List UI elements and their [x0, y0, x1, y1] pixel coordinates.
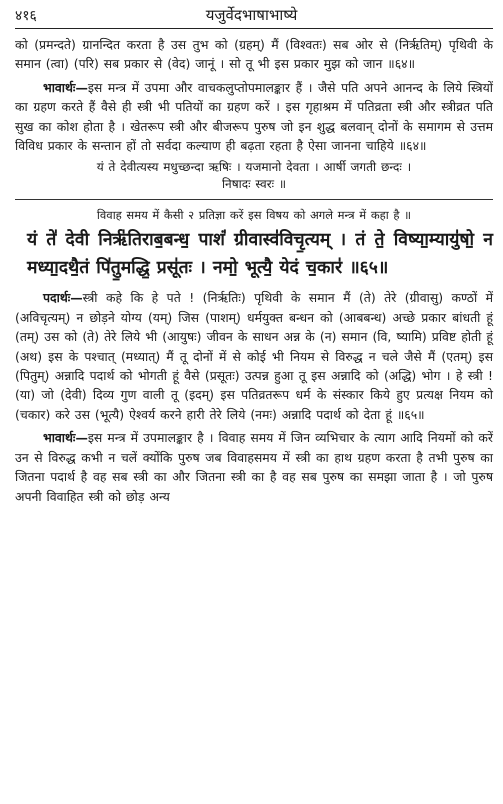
meta-line-1: यं ते देवीत्यस्य मधुच्छन्दा ऋषिः । यजमानो देवता । आर्षी जगती छन्दः ।: [96, 160, 412, 175]
bhavartha-text-1: इस मन्त्र में उपमा और वाचकलुप्तोपमालङ्कार हैं । जैसे पति अपने आनन्द के लिये स्त्रियों का ग्रहण करते हैं वैसे ही स्त्री भी पतियों का ग्रहण करें । इस गृहाश्रम में पतिव्रता स्त्री और स्त्रीव्रत पति सुख का कोश होता है । खेतरूप स्त्री और बीजरूप पुरुष जो इन शुद्ध बलवान् दोनों के समागम से उत्तम विविध प्रकार के सन्तान हों तो सर्वदा कल्याण ही बढ़ता रहता है ऐसा जानना चाहिये ॥६४॥: [15, 79, 493, 154]
running-title: यजुर्वेदभाषाभाष्ये: [205, 6, 298, 24]
topic-line: विवाह समय में कैसी २ प्रतिज्ञा करें इस विषय को अगले मन्त्र में कहा है ॥: [96, 208, 412, 223]
page-header: [15, 0, 493, 29]
bhavartha-label-1: भावार्थः—: [43, 79, 88, 95]
continuation-paragraph: को (प्रमन्दते) ग्रानन्दित करता है उस तुभ को (ग्रहम्) मैं (विश्वतः) सब ओर से (निर्ऋतिम्) पृथिवी के समान (त्वा) (परि) सब प्रकार से (वेद) जानूं । सो तू भी इस प्रकार मुझ को जान ॥६४॥: [15, 37, 493, 72]
bhavartha-label-2: भावार्थः—: [43, 430, 88, 446]
meta-line-2: निषादः स्वरः ॥: [221, 177, 287, 192]
bhavartha-paragraph-1: [15, 78, 493, 156]
padartha-label: पदार्थः—: [43, 290, 83, 306]
padartha-paragraph: [15, 288, 493, 424]
bhavartha-text-2: इस मन्त्र में उपमालङ्कार है । विवाह समय में जिन व्यभिचार के त्याग आदि नियमों को करें उन से विरुद्ध कभी न चलें क्योंकि पुरुष जब विवाहसमय में स्त्री का हाथ ग्रहण करता है तभी पुरुष का जितना पदार्थ है वह सब स्त्री का और जितना स्त्री का है वह सब पुरुष का समझा जाता है । जो पुरुष अपनी विवाहित स्त्री को छोड़ अन्य: [15, 430, 493, 504]
page-number: ४१६: [15, 8, 37, 24]
padartha-text: स्त्री कहे कि हे पते ! (निर्ऋतिः) पृथिवी के समान मैं (ते) तेरे (ग्रीवासु) कण्ठों में (अविचृत्यम्) न छोड़ने योग्य (यम्) जिस (पाशम्) धर्मयुक्त बन्धन को (आबबन्ध) अच्छे प्रकार बांधती हूं (तम्) उस को (ते) तेरे लिये भी (आयुषः) जीवन के साधन अन्न के (न) समान (वि, ष्यामि) प्रविष्ट होती हूं (अथ) इस के पश्चात् (मध्यात्) मैं तू दोनों में से कोई भी नियम से विरुद्ध न चले जैसे मैं (एतम्) इस (पितुम्) अन्नादि पदार्थ को भोगती हूं वैसे (प्रसूतः) उत्पन्न हुआ तू इस अन्नादि को (अद्धि) भोग । हे स्त्री ! (या) जो (देवी) दिव्य गुण वाली तू (इदम्) इस पतिव्रतरूप धर्म के संस्कार किये हुए प्रत्यक्ष नियम को (चकार) करे उस (भूत्यै) ऐश्वर्य करने हारी तेरे लिये (नमः) अन्नादि पदार्थ को देता हूं ॥६५॥: [15, 290, 493, 422]
divider: [15, 199, 493, 200]
bhavartha-paragraph-2: [15, 428, 493, 506]
mantra-text: यं ते॑ देवी निर्ऋ॑तिराब॒बन्ध॒ पाशं॑ ग्रीवास्व॑विचृ॒त्यम् । तं ते॒ विष्या॒म्यायु॑षो॒ न मध्या॒दथै॒तं पि॑तु॒मद्धि॒ प्रसू॑तः । नमो॒ भूत्यै॒ येदं च॒कार॑ ॥६५॥: [27, 230, 493, 279]
mantra-meta: [15, 159, 493, 193]
